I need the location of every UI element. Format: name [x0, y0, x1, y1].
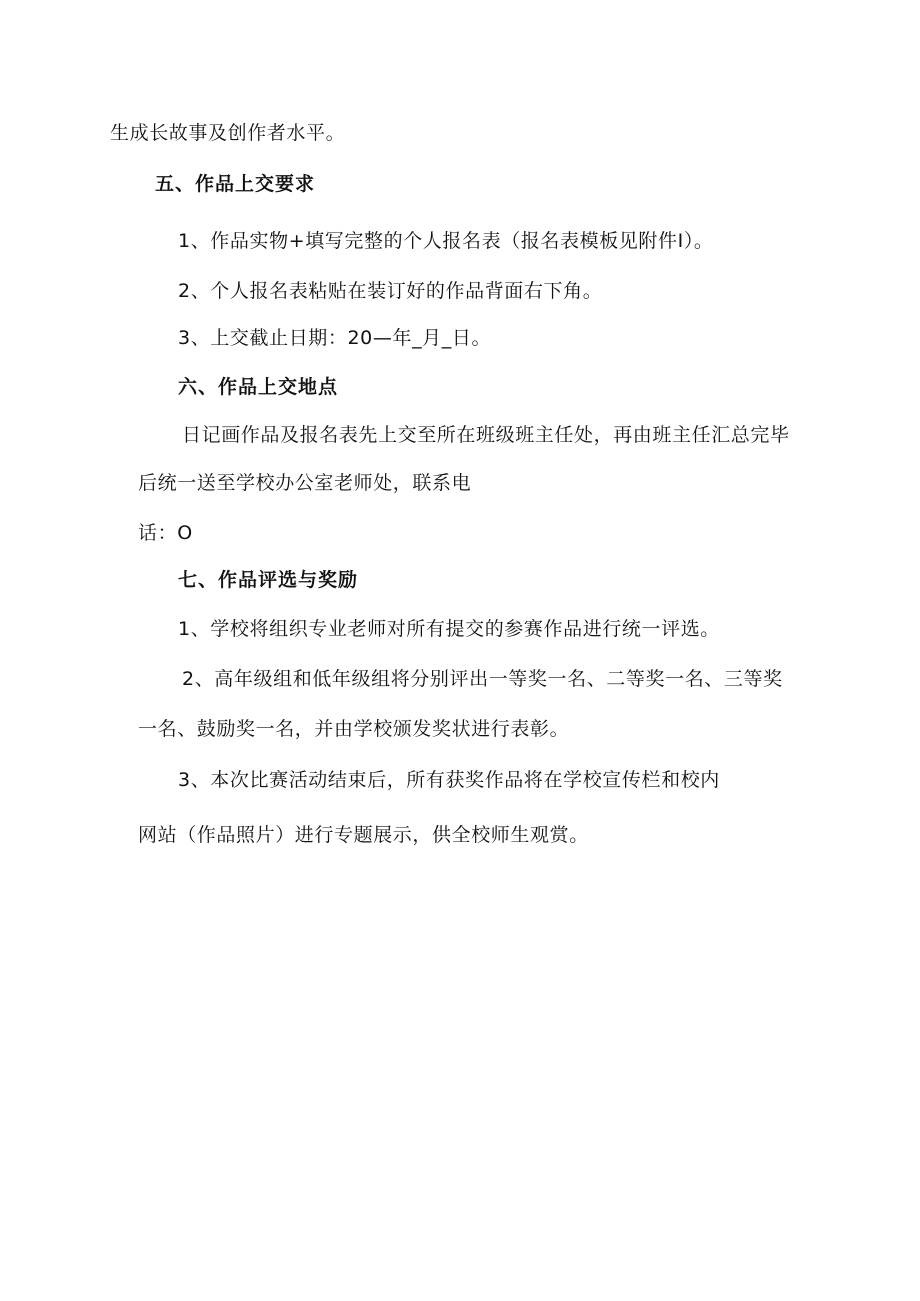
section-heading-5: 五、作品上交要求	[155, 173, 316, 195]
section-heading-7: 七、作品评选与奖励	[178, 569, 359, 591]
paragraph-continuation: 生成长故事及创作者水平。	[110, 122, 346, 144]
requirement-item-3: 3、上交截止日期：20—年_月_日。	[178, 327, 492, 349]
requirement-item-1: 1、作品实物+填写完整的个人报名表（报名表模板见附件I）。	[178, 230, 714, 252]
section-heading-6: 六、作品上交地点	[178, 376, 339, 398]
award-item-1: 1、学校将组织专业老师对所有提交的参赛作品进行统一评选。	[178, 618, 720, 640]
requirement-item-2: 2、个人报名表粘贴在装订好的作品背面右下角。	[178, 280, 603, 302]
location-paragraph-line-1: 日记画作品及报名表先上交至所在班级班主任处，再由班主任汇总完毕	[182, 424, 790, 446]
award-item-3-line-2: 网站（作品照片）进行专题展示，供全校师生观赏。	[138, 824, 589, 846]
location-paragraph-line-2: 后统一送至学校办公室老师处，联系电	[138, 472, 472, 494]
award-item-2-line-1: 2、高年级组和低年级组将分别评出一等奖一名、二等奖一名、三等奖	[182, 668, 783, 690]
award-item-3-line-1: 3、本次比赛活动结束后，所有获奖作品将在学校宣传栏和校内	[178, 769, 720, 791]
award-item-2-line-2: 一名、鼓励奖一名，并由学校颁发奖状进行表彰。	[138, 718, 570, 740]
location-paragraph-line-3: 话：O	[138, 522, 193, 544]
